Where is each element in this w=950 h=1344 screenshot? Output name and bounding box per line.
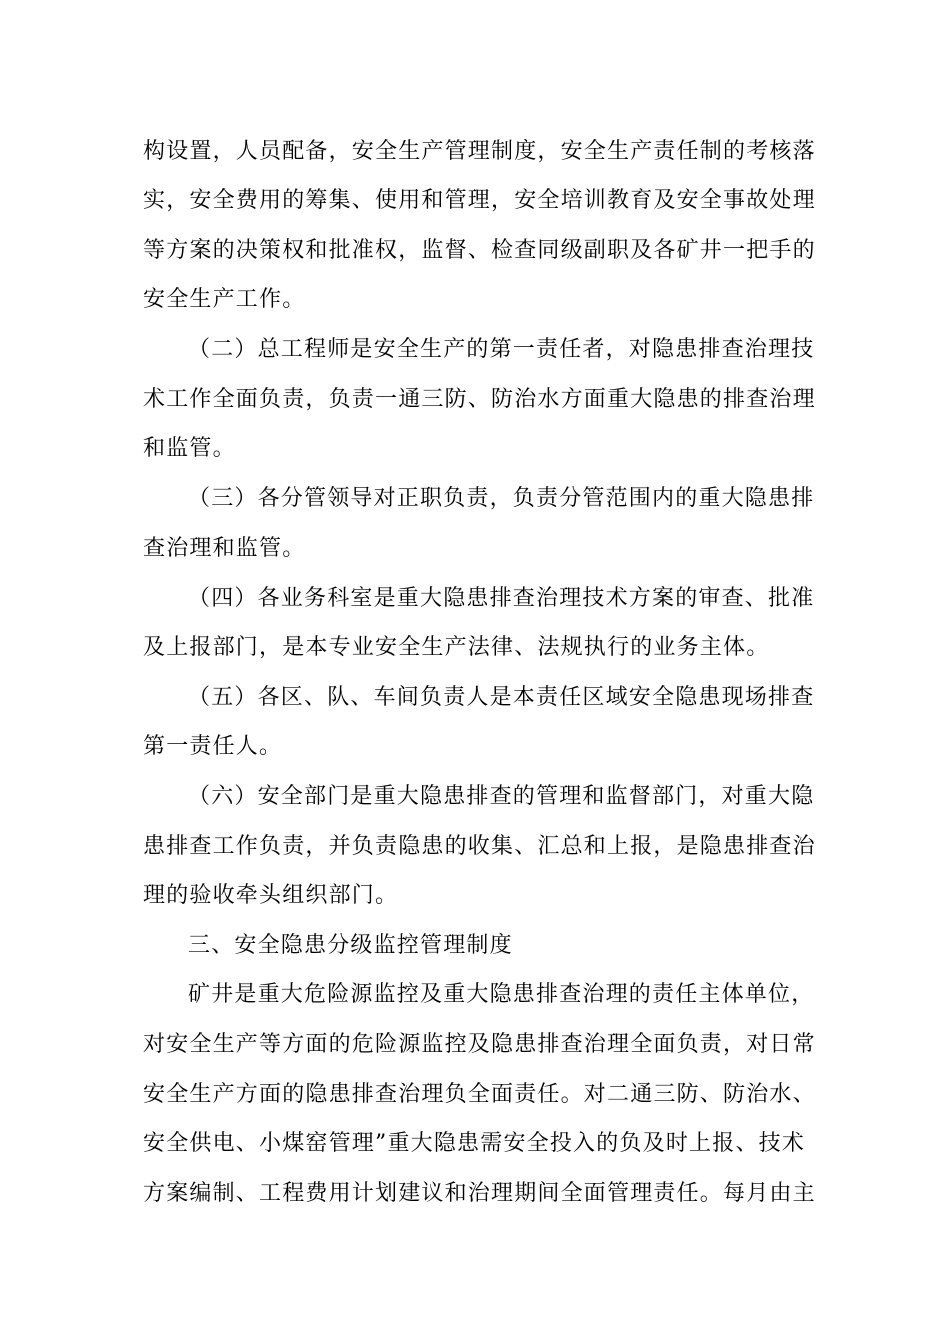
paragraph-start: （四）各业务科室是重大隐患排查治理技术方案的审查、批准: [188, 586, 815, 611]
text-line: 安全供电、小煤窑管理”重大隐患需安全投入的负及时上报、技术: [143, 1131, 806, 1156]
text-line: 实，安全费用的筹集、使用和管理，安全培训教育及安全事故处理: [143, 188, 816, 213]
text-line: 患排查工作负责，并负责隐患的收集、汇总和上报，是隐患排查治: [143, 834, 816, 859]
paragraph-start: （五）各区、队、车间负责人是本责任区域安全隐患现场排查: [188, 685, 815, 710]
text-line: 安全生产方面的隐患排查治理负全面责任。对二通三防、防治水、: [143, 1082, 816, 1107]
text-line: 安全生产工作。: [143, 287, 306, 312]
paragraph-start: （六）安全部门是重大隐患排查的管理和监督部门，对重大隐: [188, 784, 815, 809]
paragraph-start: （三）各分管领导对正职负责，负责分管范围内的重大隐患排: [188, 486, 815, 511]
text-line: 方案编制、工程费用计划建议和治理期间全面管理责任。每月由主: [143, 1181, 816, 1206]
section-heading: 三、安全隐患分级监控管理制度: [188, 933, 513, 958]
text-line: 构设置，人员配备，安全生产管理制度，安全生产责任制的考核落: [143, 139, 816, 164]
text-line: 及上报部门，是本专业安全生产法律、法规执行的业务主体。: [143, 635, 770, 660]
text-line: 查治理和监管。: [143, 536, 306, 561]
text-line: 等方案的决策权和批准权，监督、检查同级副职及各矿井一把手的: [143, 238, 816, 263]
text-line: 和监管。: [143, 436, 236, 461]
paragraph-start: （二）总工程师是安全生产的第一责任者，对隐患排查治理技: [188, 337, 815, 362]
text-line: 术工作全面负责，负责一通三防、防治水方面重大隐患的排查治理: [143, 387, 816, 412]
paragraph-start: 矿井是重大危险源监控及重大隐患排查治理的责任主体单位，: [188, 982, 815, 1007]
text-line: 第一责任人。: [143, 734, 283, 759]
text-line: 对安全生产等方面的危险源监控及隐患排查治理全面负责，对日常: [143, 1032, 816, 1057]
text-line: 理的验收牵头组织部门。: [143, 883, 399, 908]
